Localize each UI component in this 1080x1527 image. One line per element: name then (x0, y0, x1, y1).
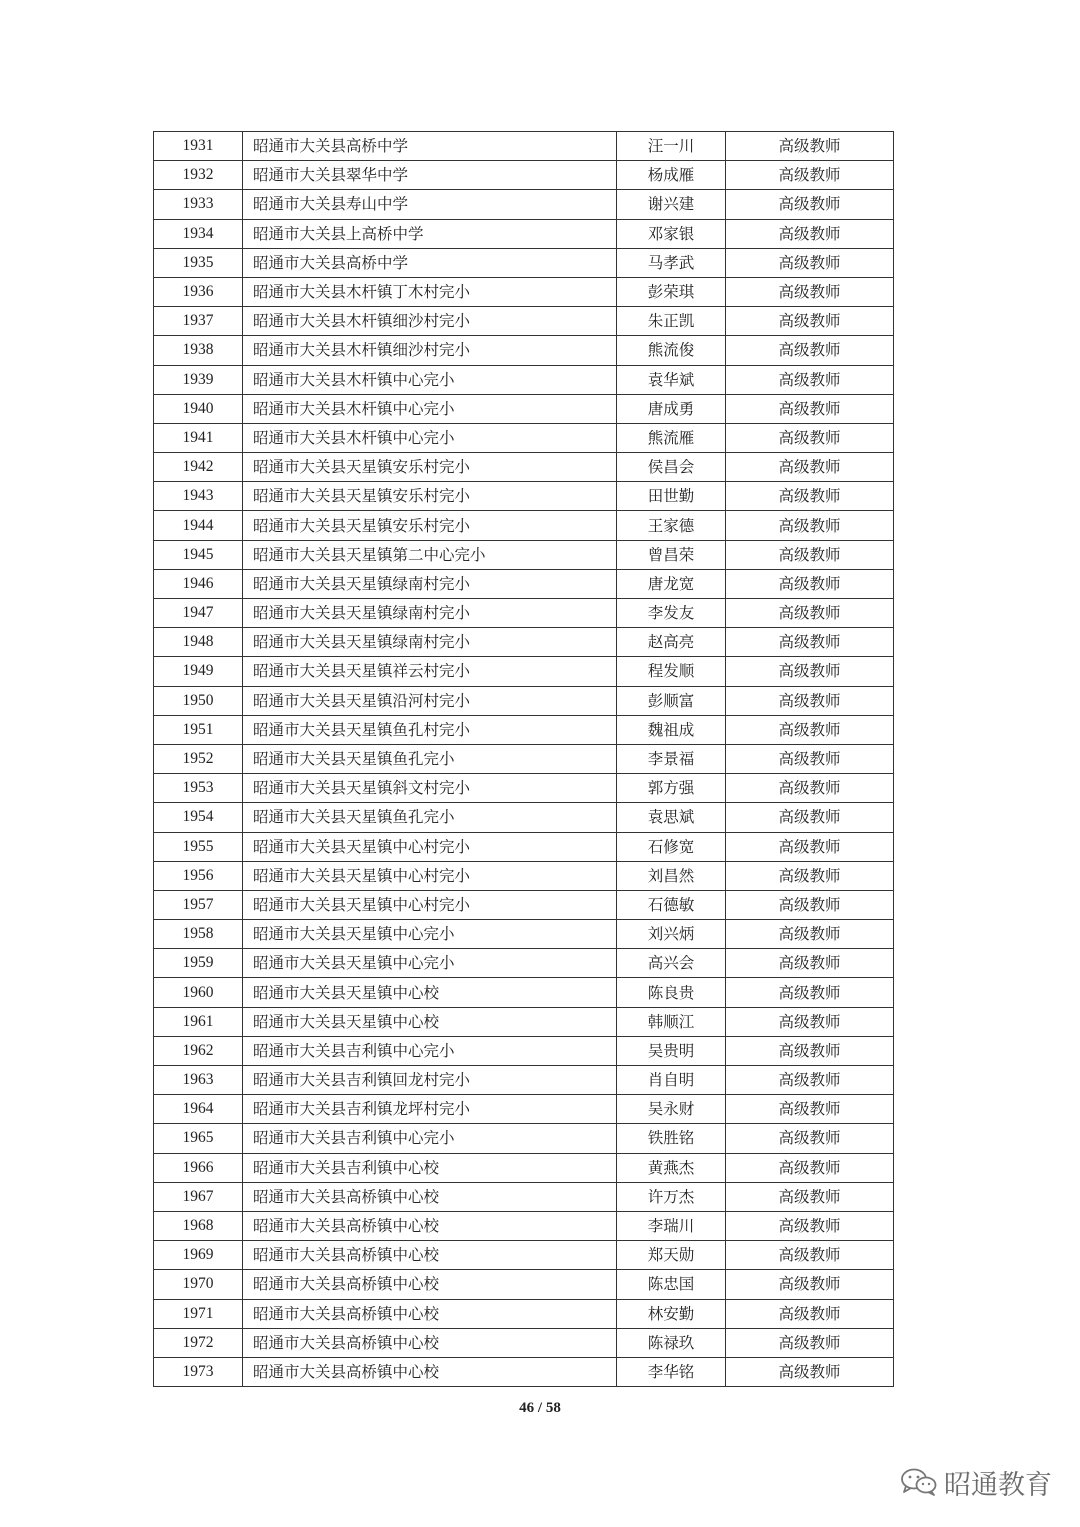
school-cell: 昭通市大关县天星镇中心校 (243, 1007, 617, 1036)
teacher-name-cell: 邓家银 (617, 219, 726, 248)
table-body (154, 132, 894, 1387)
job-title-cell: 高级教师 (726, 686, 894, 715)
teacher-name-cell: 马孝武 (617, 248, 726, 277)
job-title-cell: 高级教师 (726, 657, 894, 686)
row-number-cell: 1952 (154, 744, 243, 773)
teacher-name-cell: 陈良贵 (617, 978, 726, 1007)
teacher-name-cell: 袁华斌 (617, 365, 726, 394)
table-row (154, 219, 894, 248)
table-row (154, 1124, 894, 1153)
teacher-name-cell: 汪一川 (617, 132, 726, 161)
table-row (154, 482, 894, 511)
job-title-cell: 高级教师 (726, 132, 894, 161)
row-number-cell: 1957 (154, 890, 243, 919)
job-title-cell: 高级教师 (726, 1007, 894, 1036)
school-cell: 昭通市大关县木杆镇中心完小 (243, 394, 617, 423)
table-row (154, 978, 894, 1007)
table-row (154, 686, 894, 715)
school-cell: 昭通市大关县高桥中学 (243, 132, 617, 161)
job-title-cell: 高级教师 (726, 1066, 894, 1095)
table-row (154, 832, 894, 861)
job-title-cell: 高级教师 (726, 569, 894, 598)
row-number-cell: 1969 (154, 1241, 243, 1270)
table-row (154, 1153, 894, 1182)
table-row (154, 1299, 894, 1328)
page-number: 46 / 58 (519, 1400, 561, 1416)
job-title-cell: 高级教师 (726, 1357, 894, 1386)
row-number-cell: 1960 (154, 978, 243, 1007)
teacher-name-cell: 王家德 (617, 511, 726, 540)
school-cell: 昭通市大关县天星镇绿南村完小 (243, 599, 617, 628)
row-number-cell: 1972 (154, 1328, 243, 1357)
teacher-name-cell: 石修宽 (617, 832, 726, 861)
row-number-cell: 1955 (154, 832, 243, 861)
row-number-cell: 1950 (154, 686, 243, 715)
table-row (154, 1182, 894, 1211)
teacher-name-cell: 李景福 (617, 744, 726, 773)
school-cell: 昭通市大关县吉利镇回龙村完小 (243, 1066, 617, 1095)
school-cell: 昭通市大关县吉利镇龙坪村完小 (243, 1095, 617, 1124)
watermark (900, 1462, 1052, 1502)
job-title-cell: 高级教师 (726, 219, 894, 248)
job-title-cell: 高级教师 (726, 1095, 894, 1124)
job-title-cell: 高级教师 (726, 1036, 894, 1065)
teacher-name-cell: 田世勤 (617, 482, 726, 511)
teacher-name-cell: 赵高亮 (617, 628, 726, 657)
row-number-cell: 1953 (154, 774, 243, 803)
school-cell: 昭通市大关县天星镇中心完小 (243, 920, 617, 949)
job-title-cell: 高级教师 (726, 307, 894, 336)
school-cell: 昭通市大关县高桥镇中心校 (243, 1241, 617, 1270)
teacher-name-cell: 程发顺 (617, 657, 726, 686)
job-title-cell: 高级教师 (726, 861, 894, 890)
table-row (154, 365, 894, 394)
job-title-cell: 高级教师 (726, 394, 894, 423)
teacher-name-cell: 刘昌然 (617, 861, 726, 890)
school-cell: 昭通市大关县天星镇第二中心完小 (243, 540, 617, 569)
teacher-name-cell: 李华铭 (617, 1357, 726, 1386)
school-cell: 昭通市大关县木杆镇中心完小 (243, 365, 617, 394)
row-number-cell: 1942 (154, 453, 243, 482)
teacher-name-cell: 黄燕杰 (617, 1153, 726, 1182)
teacher-list-table (153, 131, 894, 1387)
teacher-name-cell: 李瑞川 (617, 1211, 726, 1240)
row-number-cell: 1949 (154, 657, 243, 686)
row-number-cell: 1936 (154, 277, 243, 306)
row-number-cell: 1946 (154, 569, 243, 598)
job-title-cell: 高级教师 (726, 1182, 894, 1211)
row-number-cell: 1931 (154, 132, 243, 161)
table-row (154, 394, 894, 423)
row-number-cell: 1959 (154, 949, 243, 978)
row-number-cell: 1937 (154, 307, 243, 336)
table-row (154, 423, 894, 452)
table-row (154, 453, 894, 482)
job-title-cell: 高级教师 (726, 628, 894, 657)
teacher-name-cell: 彭荣琪 (617, 277, 726, 306)
job-title-cell: 高级教师 (726, 920, 894, 949)
school-cell: 昭通市大关县天星镇中心完小 (243, 949, 617, 978)
teacher-name-cell: 韩顺江 (617, 1007, 726, 1036)
teacher-name-cell: 郭方强 (617, 774, 726, 803)
table-row (154, 657, 894, 686)
teacher-name-cell: 肖自明 (617, 1066, 726, 1095)
row-number-cell: 1962 (154, 1036, 243, 1065)
teacher-name-cell: 彭顺富 (617, 686, 726, 715)
job-title-cell: 高级教师 (726, 1270, 894, 1299)
school-cell: 昭通市大关县天星镇鱼孔完小 (243, 803, 617, 832)
teacher-name-cell: 高兴会 (617, 949, 726, 978)
job-title-cell: 高级教师 (726, 248, 894, 277)
table-row (154, 190, 894, 219)
teacher-name-cell: 许万杰 (617, 1182, 726, 1211)
table-row (154, 861, 894, 890)
job-title-cell: 高级教师 (726, 190, 894, 219)
row-number-cell: 1967 (154, 1182, 243, 1211)
teacher-name-cell: 曾昌荣 (617, 540, 726, 569)
school-cell: 昭通市大关县天星镇中心校 (243, 978, 617, 1007)
school-cell: 昭通市大关县高桥中学 (243, 248, 617, 277)
job-title-cell: 高级教师 (726, 1211, 894, 1240)
table-row (154, 949, 894, 978)
row-number-cell: 1940 (154, 394, 243, 423)
job-title-cell: 高级教师 (726, 336, 894, 365)
table-row (154, 803, 894, 832)
table-row (154, 307, 894, 336)
row-number-cell: 1939 (154, 365, 243, 394)
table-row (154, 1270, 894, 1299)
school-cell: 昭通市大关县高桥镇中心校 (243, 1328, 617, 1357)
row-number-cell: 1935 (154, 248, 243, 277)
teacher-name-cell: 郑天勋 (617, 1241, 726, 1270)
table-row (154, 1095, 894, 1124)
job-title-cell: 高级教师 (726, 453, 894, 482)
school-cell: 昭通市大关县天星镇鱼孔村完小 (243, 715, 617, 744)
job-title-cell: 高级教师 (726, 978, 894, 1007)
school-cell: 昭通市大关县寿山中学 (243, 190, 617, 219)
teacher-name-cell: 铁胜铭 (617, 1124, 726, 1153)
school-cell: 昭通市大关县天星镇中心村完小 (243, 861, 617, 890)
school-cell: 昭通市大关县天星镇斜文村完小 (243, 774, 617, 803)
row-number-cell: 1951 (154, 715, 243, 744)
job-title-cell: 高级教师 (726, 744, 894, 773)
teacher-name-cell: 唐龙宽 (617, 569, 726, 598)
table-row (154, 1328, 894, 1357)
teacher-name-cell: 陈忠国 (617, 1270, 726, 1299)
table-row (154, 1241, 894, 1270)
school-cell: 昭通市大关县木杆镇中心完小 (243, 423, 617, 452)
school-cell: 昭通市大关县吉利镇中心校 (243, 1153, 617, 1182)
job-title-cell: 高级教师 (726, 1299, 894, 1328)
row-number-cell: 1947 (154, 599, 243, 628)
job-title-cell: 高级教师 (726, 1328, 894, 1357)
school-cell: 昭通市大关县木杆镇细沙村完小 (243, 307, 617, 336)
teacher-name-cell: 朱正凯 (617, 307, 726, 336)
row-number-cell: 1965 (154, 1124, 243, 1153)
row-number-cell: 1941 (154, 423, 243, 452)
school-cell: 昭通市大关县天星镇安乐村完小 (243, 511, 617, 540)
row-number-cell: 1944 (154, 511, 243, 540)
row-number-cell: 1954 (154, 803, 243, 832)
row-number-cell: 1973 (154, 1357, 243, 1386)
job-title-cell: 高级教师 (726, 1153, 894, 1182)
job-title-cell: 高级教师 (726, 715, 894, 744)
table-row (154, 1211, 894, 1240)
table-row (154, 132, 894, 161)
school-cell: 昭通市大关县木杆镇丁木村完小 (243, 277, 617, 306)
teacher-name-cell: 吴贵明 (617, 1036, 726, 1065)
row-number-cell: 1938 (154, 336, 243, 365)
table-row (154, 1357, 894, 1386)
school-cell: 昭通市大关县高桥镇中心校 (243, 1182, 617, 1211)
row-number-cell: 1966 (154, 1153, 243, 1182)
job-title-cell: 高级教师 (726, 482, 894, 511)
row-number-cell: 1933 (154, 190, 243, 219)
school-cell: 昭通市大关县天星镇绿南村完小 (243, 628, 617, 657)
job-title-cell: 高级教师 (726, 423, 894, 452)
table-row (154, 248, 894, 277)
teacher-name-cell: 刘兴炳 (617, 920, 726, 949)
row-number-cell: 1968 (154, 1211, 243, 1240)
job-title-cell: 高级教师 (726, 161, 894, 190)
table-row (154, 1036, 894, 1065)
job-title-cell: 高级教师 (726, 277, 894, 306)
teacher-name-cell: 唐成勇 (617, 394, 726, 423)
watermark-text: 昭通教育 (944, 1469, 1052, 1501)
table-row (154, 628, 894, 657)
job-title-cell: 高级教师 (726, 1241, 894, 1270)
table-row (154, 511, 894, 540)
table-row (154, 744, 894, 773)
school-cell: 昭通市大关县吉利镇中心完小 (243, 1124, 617, 1153)
row-number-cell: 1971 (154, 1299, 243, 1328)
row-number-cell: 1943 (154, 482, 243, 511)
school-cell: 昭通市大关县天星镇沿河村完小 (243, 686, 617, 715)
school-cell: 昭通市大关县上高桥中学 (243, 219, 617, 248)
table-row (154, 161, 894, 190)
table-row (154, 1066, 894, 1095)
table-row (154, 715, 894, 744)
table-row (154, 890, 894, 919)
row-number-cell: 1964 (154, 1095, 243, 1124)
school-cell: 昭通市大关县天星镇中心村完小 (243, 890, 617, 919)
teacher-name-cell: 魏祖成 (617, 715, 726, 744)
school-cell: 昭通市大关县天星镇鱼孔完小 (243, 744, 617, 773)
teacher-name-cell: 陈禄玖 (617, 1328, 726, 1357)
job-title-cell: 高级教师 (726, 540, 894, 569)
school-cell: 昭通市大关县天星镇祥云村完小 (243, 657, 617, 686)
teacher-name-cell: 李发友 (617, 599, 726, 628)
teacher-name-cell: 熊流雁 (617, 423, 726, 452)
school-cell: 昭通市大关县天星镇中心村完小 (243, 832, 617, 861)
table-row (154, 920, 894, 949)
row-number-cell: 1961 (154, 1007, 243, 1036)
teacher-name-cell: 杨成雁 (617, 161, 726, 190)
row-number-cell: 1945 (154, 540, 243, 569)
table-row (154, 599, 894, 628)
school-cell: 昭通市大关县高桥镇中心校 (243, 1211, 617, 1240)
row-number-cell: 1932 (154, 161, 243, 190)
teacher-name-cell: 石德敏 (617, 890, 726, 919)
school-cell: 昭通市大关县天星镇绿南村完小 (243, 569, 617, 598)
row-number-cell: 1956 (154, 861, 243, 890)
job-title-cell: 高级教师 (726, 599, 894, 628)
school-cell: 昭通市大关县木杆镇细沙村完小 (243, 336, 617, 365)
table-row (154, 569, 894, 598)
job-title-cell: 高级教师 (726, 365, 894, 394)
job-title-cell: 高级教师 (726, 949, 894, 978)
table-row (154, 1007, 894, 1036)
wechat-icon (900, 1467, 938, 1497)
teacher-name-cell: 谢兴建 (617, 190, 726, 219)
school-cell: 昭通市大关县高桥镇中心校 (243, 1357, 617, 1386)
teacher-name-cell: 林安勤 (617, 1299, 726, 1328)
teacher-name-cell: 侯昌会 (617, 453, 726, 482)
school-cell: 昭通市大关县天星镇安乐村完小 (243, 482, 617, 511)
row-number-cell: 1958 (154, 920, 243, 949)
job-title-cell: 高级教师 (726, 803, 894, 832)
table-row (154, 277, 894, 306)
school-cell: 昭通市大关县天星镇安乐村完小 (243, 453, 617, 482)
teacher-name-cell: 袁思斌 (617, 803, 726, 832)
job-title-cell: 高级教师 (726, 832, 894, 861)
job-title-cell: 高级教师 (726, 890, 894, 919)
row-number-cell: 1948 (154, 628, 243, 657)
school-cell: 昭通市大关县吉利镇中心完小 (243, 1036, 617, 1065)
row-number-cell: 1963 (154, 1066, 243, 1095)
teacher-name-cell: 熊流俊 (617, 336, 726, 365)
job-title-cell: 高级教师 (726, 1124, 894, 1153)
table-row (154, 336, 894, 365)
table-row (154, 774, 894, 803)
row-number-cell: 1934 (154, 219, 243, 248)
school-cell: 昭通市大关县高桥镇中心校 (243, 1299, 617, 1328)
school-cell: 昭通市大关县翠华中学 (243, 161, 617, 190)
teacher-name-cell: 吴永财 (617, 1095, 726, 1124)
row-number-cell: 1970 (154, 1270, 243, 1299)
school-cell: 昭通市大关县高桥镇中心校 (243, 1270, 617, 1299)
job-title-cell: 高级教师 (726, 774, 894, 803)
table-row (154, 540, 894, 569)
job-title-cell: 高级教师 (726, 511, 894, 540)
